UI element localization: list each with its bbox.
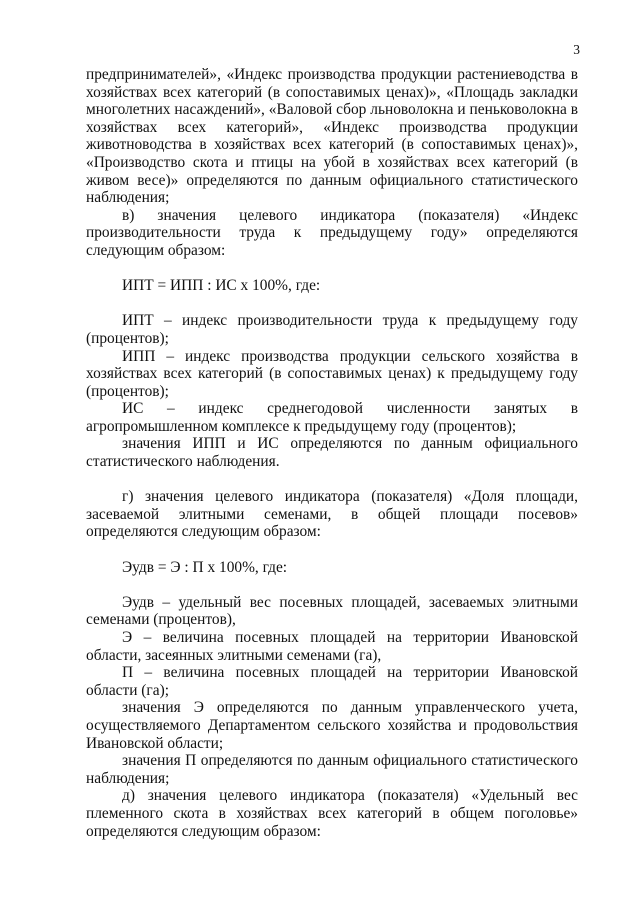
formula-ipt: ИПТ = ИПП : ИС х 100%, где: xyxy=(122,277,321,295)
page-number: 3 xyxy=(573,42,580,57)
definition-ipt: ИПТ – индекс производительности труда к предыдущему году (процентов); xyxy=(86,312,578,347)
definition-p: П – величина посевных площадей на территории Ивановской области (га); xyxy=(86,664,578,699)
document-body xyxy=(86,66,578,840)
paragraph-elite-seeds-intro: г) значения целевого индикатора (показателя) «Доля площади, засеваемой элитными семенами, в общей площади посевов» определяются следующим образом: xyxy=(86,488,578,541)
formula-eudv: Эудв = Э : П х 100%, где: xyxy=(122,558,288,576)
spacer xyxy=(86,260,578,278)
definition-is: ИС – индекс среднегодовой численности занятых в агропромышленном комплексе к предыдущему году (процентов); xyxy=(86,400,578,435)
spacer xyxy=(86,541,578,559)
definition-ipp: ИПП – индекс производства продукции сельского хозяйства в хозяйствах всех категорий (в сопоставимых ценах) к предыдущему году (процентов); xyxy=(86,347,578,400)
definition-eudv: Эудв – удельный вес посевных площадей, засеваемых элитными семенами (процентов), xyxy=(86,593,578,629)
paragraph-breeding-livestock-intro: д) значения целевого индикатора (показателя) «Удельный вес племенного скота в хозяйствах всех категорий в общем поголовье» определяются следующим образом: xyxy=(86,787,578,840)
spacer xyxy=(86,576,578,594)
spacer xyxy=(86,471,578,489)
paragraph-e-source: значения Э определяются по данным управленческого учета, осуществляемого Департаментом сельского хозяйства и продовольствия Ивановской области; xyxy=(86,699,578,752)
paragraph-indicators-list: предпринимателей», «Индекс производства продукции растениеводства в хозяйствах всех категорий (в сопоставимых ценах)», «Площадь закладки многолетних насаждений», «Валовой сбор льноволокна и пеньковолокна в хозяйствах всех категорий», «Индекс производства продукции животноводства в хозяйствах всех категорий (в сопоставимых ценах)», «Производство скота и птицы на убой в хозяйствах всех категорий (в живом весе)» определяются по данным официального статистического наблюдения; xyxy=(86,66,578,207)
paragraph-labor-productivity-intro: в) значения целевого индикатора (показателя) «Индекс производительности труда к предыдущему году» определяются следующим образом: xyxy=(86,206,578,259)
paragraph-ipp-is-source: значения ИПП и ИС определяются по данным официального статистического наблюдения. xyxy=(86,435,578,471)
spacer xyxy=(86,295,578,313)
definition-e: Э – величина посевных площадей на территории Ивановской области, засеянных элитными семенами (га), xyxy=(86,629,578,664)
paragraph-p-source: значения П определяются по данным официального статистического наблюдения; xyxy=(86,752,578,787)
